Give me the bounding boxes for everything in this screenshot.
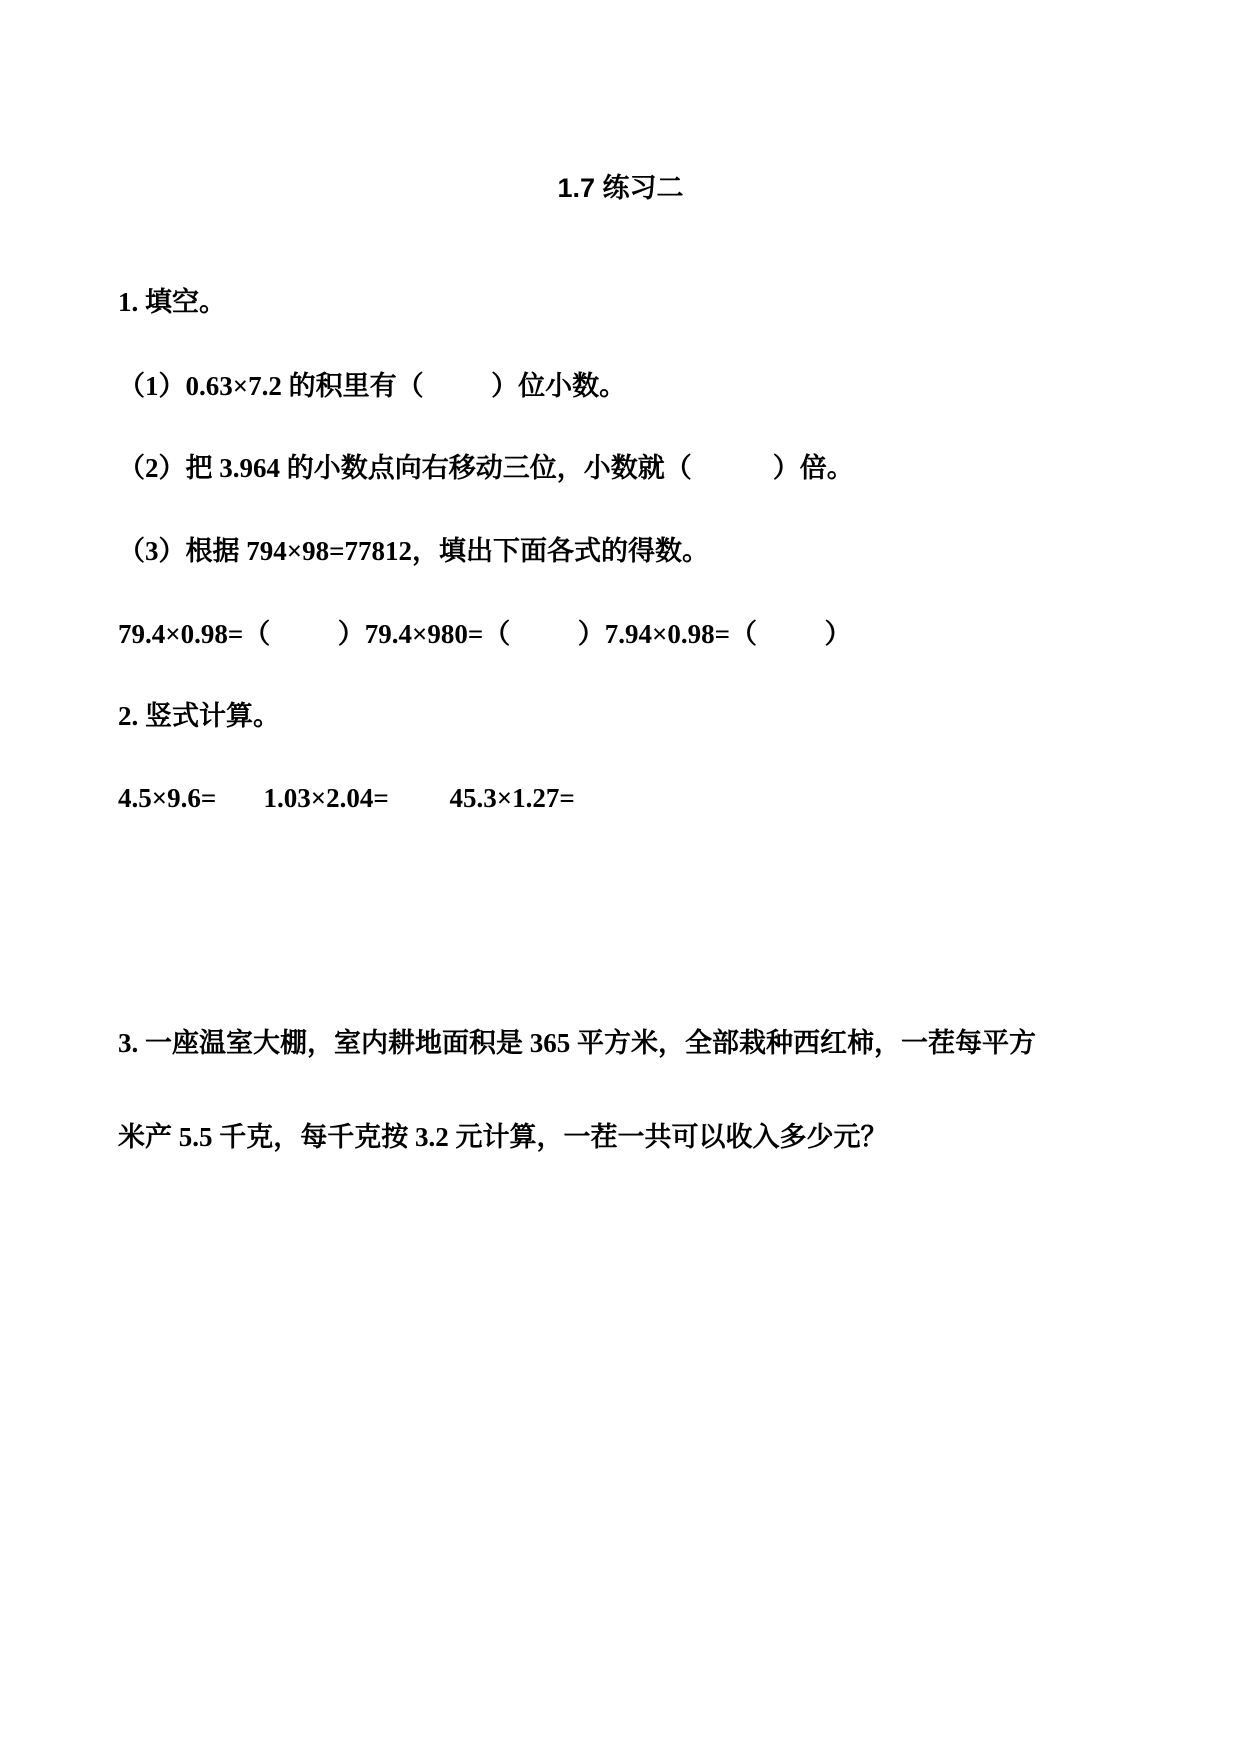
question-1-3: （3）根据 794×98=77812，填出下面各式的得数。 (118, 536, 710, 566)
page-title: 1.7 练习二 (557, 173, 684, 203)
section-3-line-1: 3. 一座温室大棚，室内耕地面积是 365 平方米，全部栽种西红柿，一茬每平方 (118, 1028, 1036, 1058)
question-1-2: （2）把 3.964 的小数点向右移动三位，小数就（ ）倍。 (118, 453, 854, 483)
section-2-heading: 2. 竖式计算。 (118, 701, 280, 731)
section-1-heading: 1. 填空。 (118, 287, 226, 317)
section-2-problems: 4.5×9.6= 1.03×2.04= 45.3×1.27= (118, 783, 575, 813)
question-1-3-items: 79.4×0.98=（ ）79.4×980=（ ）7.94×0.98=（ ） (118, 619, 852, 649)
section-3-line-2: 米产 5.5 千克，每千克按 3.2 元计算，一茬一共可以收入多少元？ (118, 1122, 888, 1152)
question-1-1: （1）0.63×7.2 的积里有（ ）位小数。 (118, 371, 627, 401)
